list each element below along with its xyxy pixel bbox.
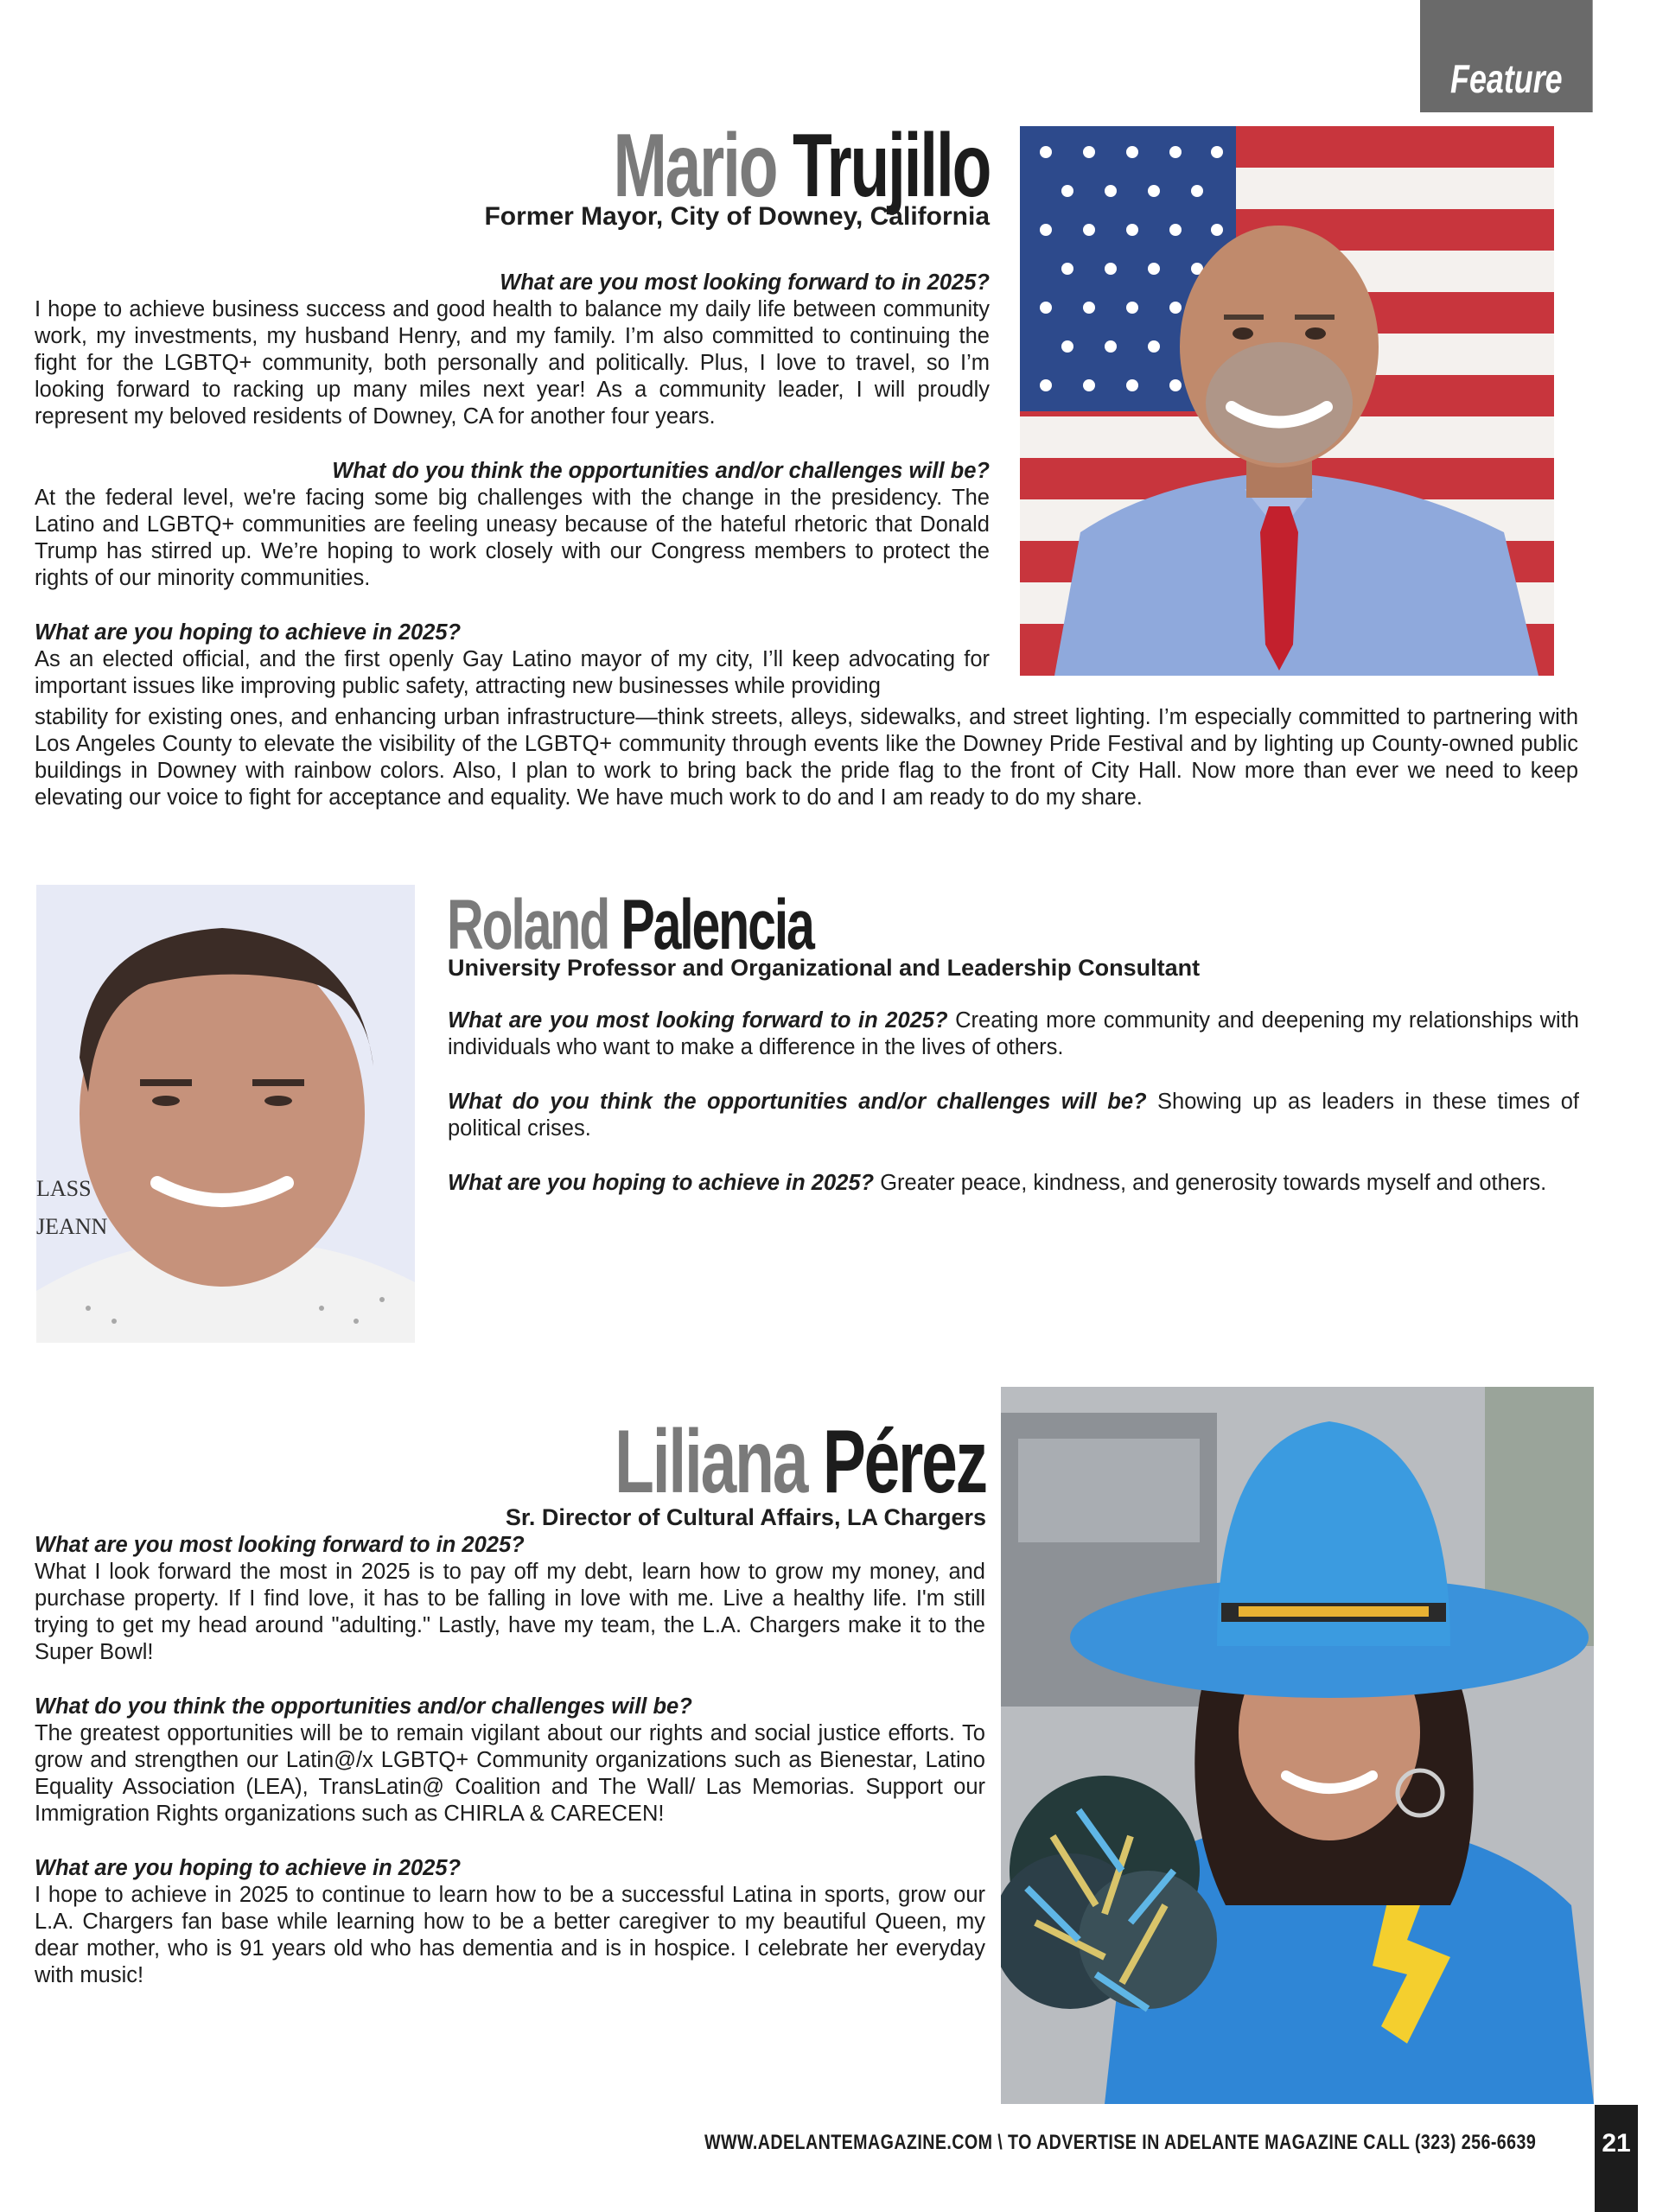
page-number: 21: [1595, 2105, 1638, 2212]
profile-body-mario-wide: stability for existing ones, and enhancing urban infrastructure—think streets, alleys, sidewalks, and street lighting. I’m especially committed to partnering with Los Angeles County to elevate the visibility of the LGBTQ+ community through events like the Downey Pride Festival and by lighting up County-owned public buildings in Downey with rainbow colors. Also, I plan to work to bring back the pride flag to the front of City Hall. Now more than ever we need to keep elevating our voice to fight for acceptance and equality. We have much work to do and I am ready to do my share.: [35, 705, 1578, 810]
photo-mario-trujillo: [1020, 126, 1554, 676]
answer: I hope to achieve business success and good health to balance my daily life between community work, my investments, my husband Henry, and my family. I’m also committed to continuing the fight for the LGBTQ+ community, both personally and politically. Plus, I love to travel, so I’m looking forward to racking up many miles next year! As a community leader, I will proudly represent my beloved residents of Downey, CA for another four years.: [35, 297, 990, 429]
profile-name-roland: [447, 886, 955, 964]
first-name: Roland: [447, 886, 609, 964]
profile-title-liliana: Sr. Director of Cultural Affairs, LA Chargers: [505, 1504, 986, 1530]
photo-liliana-perez: [1001, 1387, 1594, 2104]
answer: As an elected official, and the first openly Gay Latino mayor of my city, I’ll keep advocating for important issues like improving public safety, attracting new businesses while providing: [35, 647, 990, 698]
profile-body-mario: [35, 270, 990, 700]
question: What do you think the opportunities and/or challenges will be?: [448, 1090, 1147, 1114]
last-name: Pérez: [822, 1412, 986, 1512]
profile-body-roland: [448, 1007, 1579, 1224]
question: What do you think the opportunities and/or challenges will be?: [332, 459, 990, 483]
portrait-image: [1020, 126, 1554, 676]
profile-name-mario: [467, 116, 990, 216]
last-name: Trujillo: [792, 116, 990, 216]
profile-body-liliana: [35, 1532, 985, 2017]
answer: The greatest opportunities will be to remain vigilant about our rights and social justice efforts. To grow and strengthen our Latin@/x LGBTQ+ Community organizations such as Bienestar, Latino Equality Association (LEA), TransLatin@ Coalition and The Wall/ Las Memorias. Support our Immigration Rights organizations such as CHIRLA & CARECEN!: [35, 1721, 985, 1826]
question: What are you most looking forward to in 2025?: [500, 270, 990, 295]
question: What do you think the opportunities and/or challenges will be?: [35, 1694, 692, 1719]
portrait-image: [1001, 1387, 1594, 2104]
last-name: Palencia: [621, 886, 813, 964]
section-tab: Feature: [1420, 0, 1593, 112]
question: What are you hoping to achieve in 2025?: [35, 620, 462, 645]
footer-text: WWW.ADELANTEMAGAZINE.COM \ TO ADVERTISE IN ADELANTE MAGAZINE CALL (323) 256-6639: [704, 2131, 1537, 2154]
profile-title-roland: University Professor and Organizational and Leadership Consultant: [448, 955, 1201, 981]
photo-backdrop-text: LASS JEANN: [36, 1176, 108, 1239]
answer: Creating more community and deepening my relationships with individuals who want to make a difference in the lives of others.: [448, 1008, 1579, 1059]
question: What are you hoping to achieve in 2025?: [448, 1171, 875, 1195]
answer: Greater peace, kindness, and generosity towards myself and others.: [874, 1171, 1547, 1195]
answer: What I look forward the most in 2025 is to pay off my debt, learn how to grow my money, and purchase property. If I find love, it has to be falling in love with me. Live a healthy life. I'm still trying to get my head around "adulting." Lastly, have my team, the L.A. Chargers make it to the Super Bowl!: [35, 1560, 985, 1664]
answer: Showing up as leaders in these times of political crises.: [448, 1090, 1579, 1141]
profile-title-mario: Former Mayor, City of Downey, California: [484, 202, 990, 231]
first-name: Mario: [613, 116, 777, 216]
portrait-image: [36, 885, 415, 1343]
question: What are you hoping to achieve in 2025?: [35, 1856, 462, 1880]
question: What are you most looking forward to in 2025?: [35, 1533, 525, 1557]
profile-name-liliana: [470, 1412, 986, 1512]
answer: At the federal level, we're facing some big challenges with the change in the presidency. The Latino and LGBTQ+ communities are feeling uneasy because of the hateful rhetoric that Donald Trump has stirred up. We’re hoping to work closely with our Congress members to protect the rights of our minority communities.: [35, 486, 990, 590]
question: What are you most looking forward to in 2025?: [448, 1008, 948, 1033]
photo-roland-palencia: [36, 885, 415, 1343]
first-name: Liliana: [615, 1412, 807, 1512]
answer: I hope to achieve in 2025 to continue to learn how to be a successful Latina in sports, grow our L.A. Chargers fan base while learning how to be a better caregiver to my beautiful Queen, my dear mother, who is 91 years old who has dementia and is in hospice. I celebrate her everyday with music!: [35, 1883, 985, 1987]
